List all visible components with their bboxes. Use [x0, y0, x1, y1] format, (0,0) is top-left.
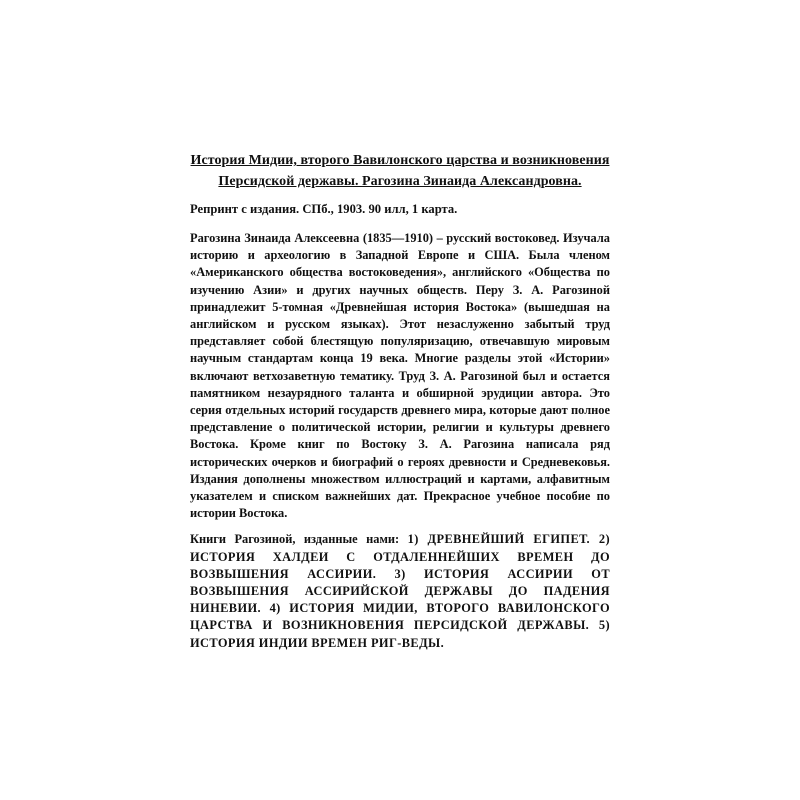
books-intro: Книги Рагозиной, изданные нами:	[190, 532, 408, 547]
author-description: Рагозина Зинаида Алексеевна (1835—1910) – русский востоковед. Изучала историю и археологию в Западной Европе и США. Была членом «Американского общества востоковедения», английского «Общества по изучению Азии» и других научных обществ. Перу З. А. Рагозиной принадлежит 5-томная «Древнейшая история Востока» (вышедшая на английском и русском языках). Этот незаслуженно забытый труд представляет собой блестящую популяризацию, отвечавшую мировым научным стандартам конца 19 века. Многие разделы этой «Истории» включают ветхозаветную тематику. Труд З. А. Рагозиной был и остается памятником незаурядного таланта и обширной эрудиции автора. Это серия отдельных историй государств древнего мира, которые дают полное представление о политической истории, религии и культуры древнего Востока. Кроме книг по Востоку З. А. Рагозина написала ряд исторических очерков и биографий о героях древности и Средневековья. Издания дополнены множеством иллюстраций и картами, алфавитным указателем и списком важнейших дат. Прекрасное учебное пособие по истории Востока.	[190, 231, 610, 521]
document-title: История Мидии, второго Вавилонского царства и возникновения Персидской державы. Рагозина Зинаида Александровна.	[190, 153, 610, 189]
books-paragraph	[190, 531, 610, 651]
books-list: 1) ДРЕВНЕЙШИЙ ЕГИПЕТ. 2) ИСТОРИЯ ХАЛДЕИ С ОТДАЛЕННЕЙШИХ ВРЕМЕН ДО ВОЗВЫШЕНИЯ АССИРИИ. 3) ИСТОРИЯ АССИРИИ ОТ ВОЗВЫШЕНИЯ АССИРИЙСКОЙ ДЕРЖАВЫ ДО ПАДЕНИЯ НИНЕВИИ. 4) ИСТОРИЯ МИДИИ, ВТОРОГО ВАВИЛОНСКОГО ЦАРСТВА И ВОЗНИКНОВЕНИЯ ПЕРСИДСКОЙ ДЕРЖАВЫ. 5) ИСТОРИЯ ИНДИИ ВРЕМЕН РИГ-ВЕДЫ.	[190, 532, 610, 650]
document-page	[190, 150, 610, 652]
reprint-note: Репринт с издания. СПб., 1903. 90 илл, 1 карта.	[190, 202, 458, 216]
